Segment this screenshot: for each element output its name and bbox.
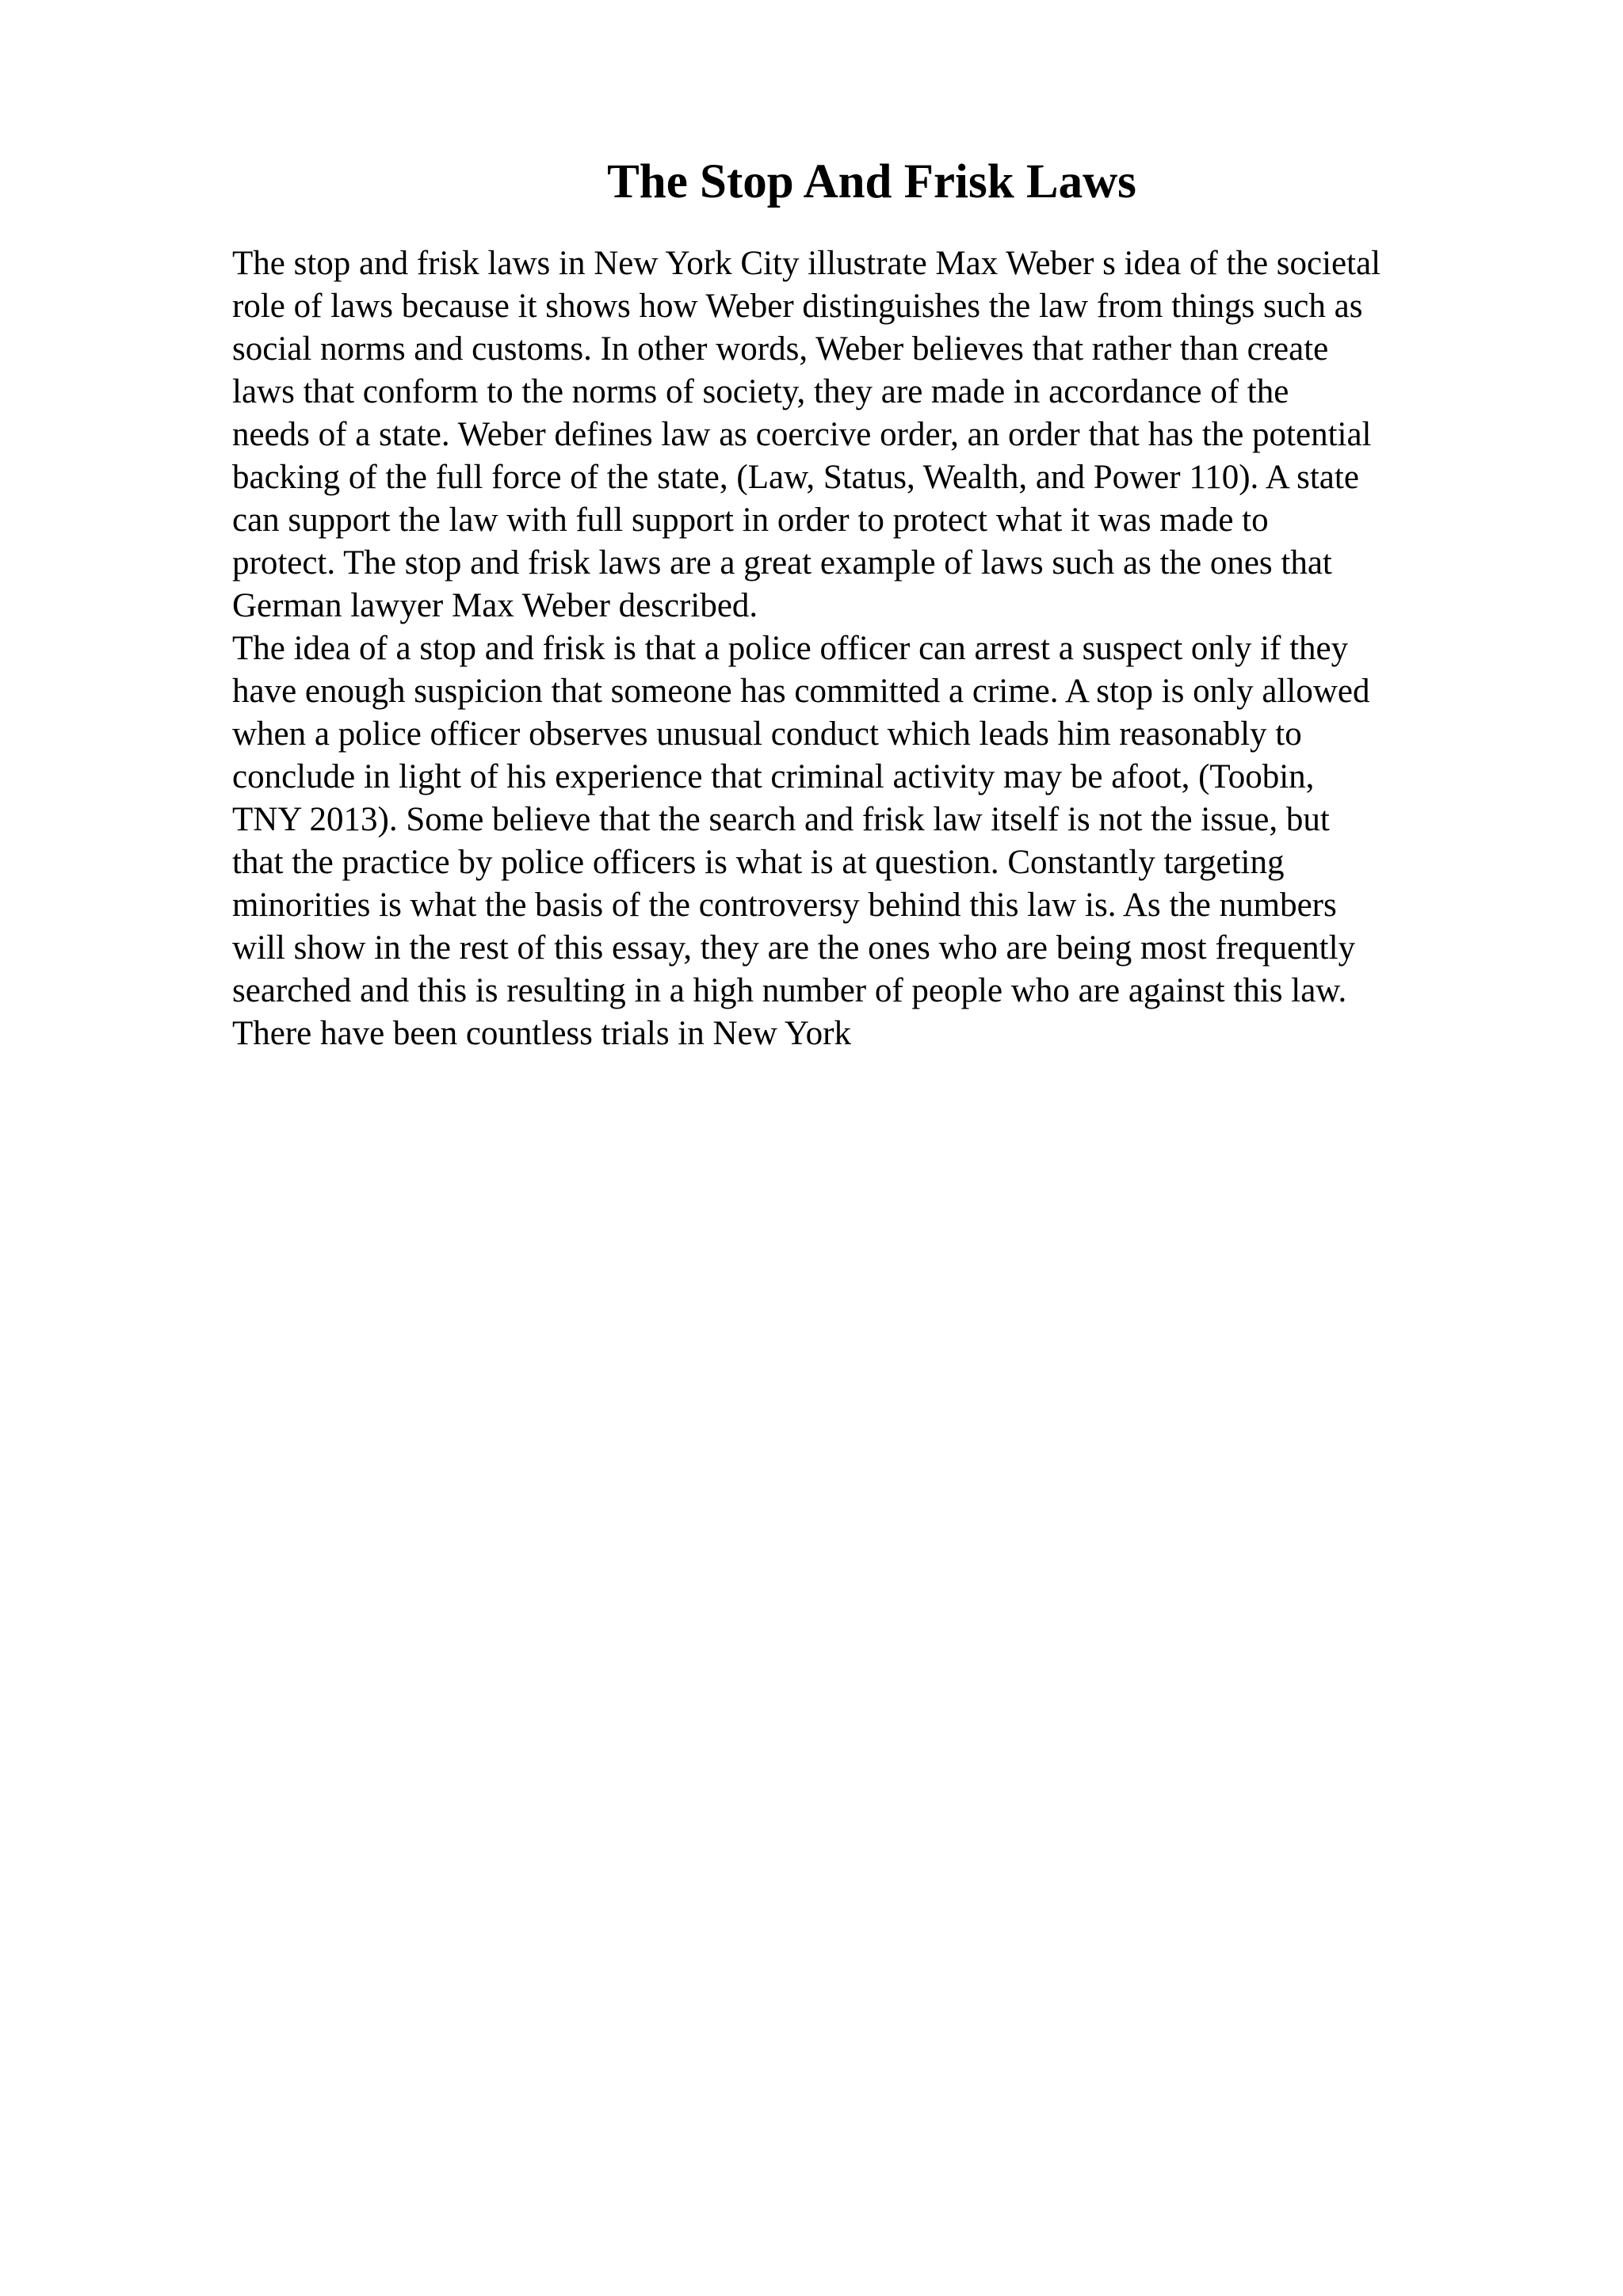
body-line: There have been countless trials in New York [232,1015,851,1052]
body-line: needs of a state. Weber defines law as coercive order, an order that has the potential [232,416,1372,453]
body-line: laws that conform to the norms of society, they are made in accordance of the [232,373,1289,410]
body-line: searched and this is resulting in a high number of people who are against this law. [232,972,1347,1009]
body-line: protect. The stop and frisk laws are a great example of laws such as the ones that [232,544,1332,582]
body-line: TNY 2013). Some believe that the search and frisk law itself is not the issue, but [232,801,1330,838]
body-line: role of laws because it shows how Weber distinguishes the law from things such as [232,288,1363,325]
body-line: when a police officer observes unusual conduct which leads him reasonably to [232,715,1302,753]
body-line: conclude in light of his experience that criminal activity may be afoot, (Toobin, [232,758,1315,795]
body-line: minorities is what the basis of the controversy behind this law is. As the numbers [232,887,1337,924]
body-line: German lawyer Max Weber described. [232,587,758,624]
body-line: will show in the rest of this essay, they are the ones who are being most frequently [232,929,1356,967]
body-line: The idea of a stop and frisk is that a police officer can arrest a suspect only if they [232,630,1349,667]
body-line: that the practice by police officers is what is at question. Constantly targeting [232,844,1285,881]
body-line: have enough suspicion that someone has committed a crime. A stop is only allowed [232,673,1370,710]
body-line: social norms and customs. In other words, Weber believes that rather than create [232,330,1329,368]
document-title: The Stop And Frisk Laws [607,155,1136,208]
body-line: The stop and frisk laws in New York City illustrate Max Weber s idea of the societal [232,245,1381,282]
document-body [232,242,1484,1055]
body-line: can support the law with full support in order to protect what it was made to [232,502,1269,539]
body-line: backing of the full force of the state, (Law, Status, Wealth, and Power 110). A state [232,459,1359,496]
